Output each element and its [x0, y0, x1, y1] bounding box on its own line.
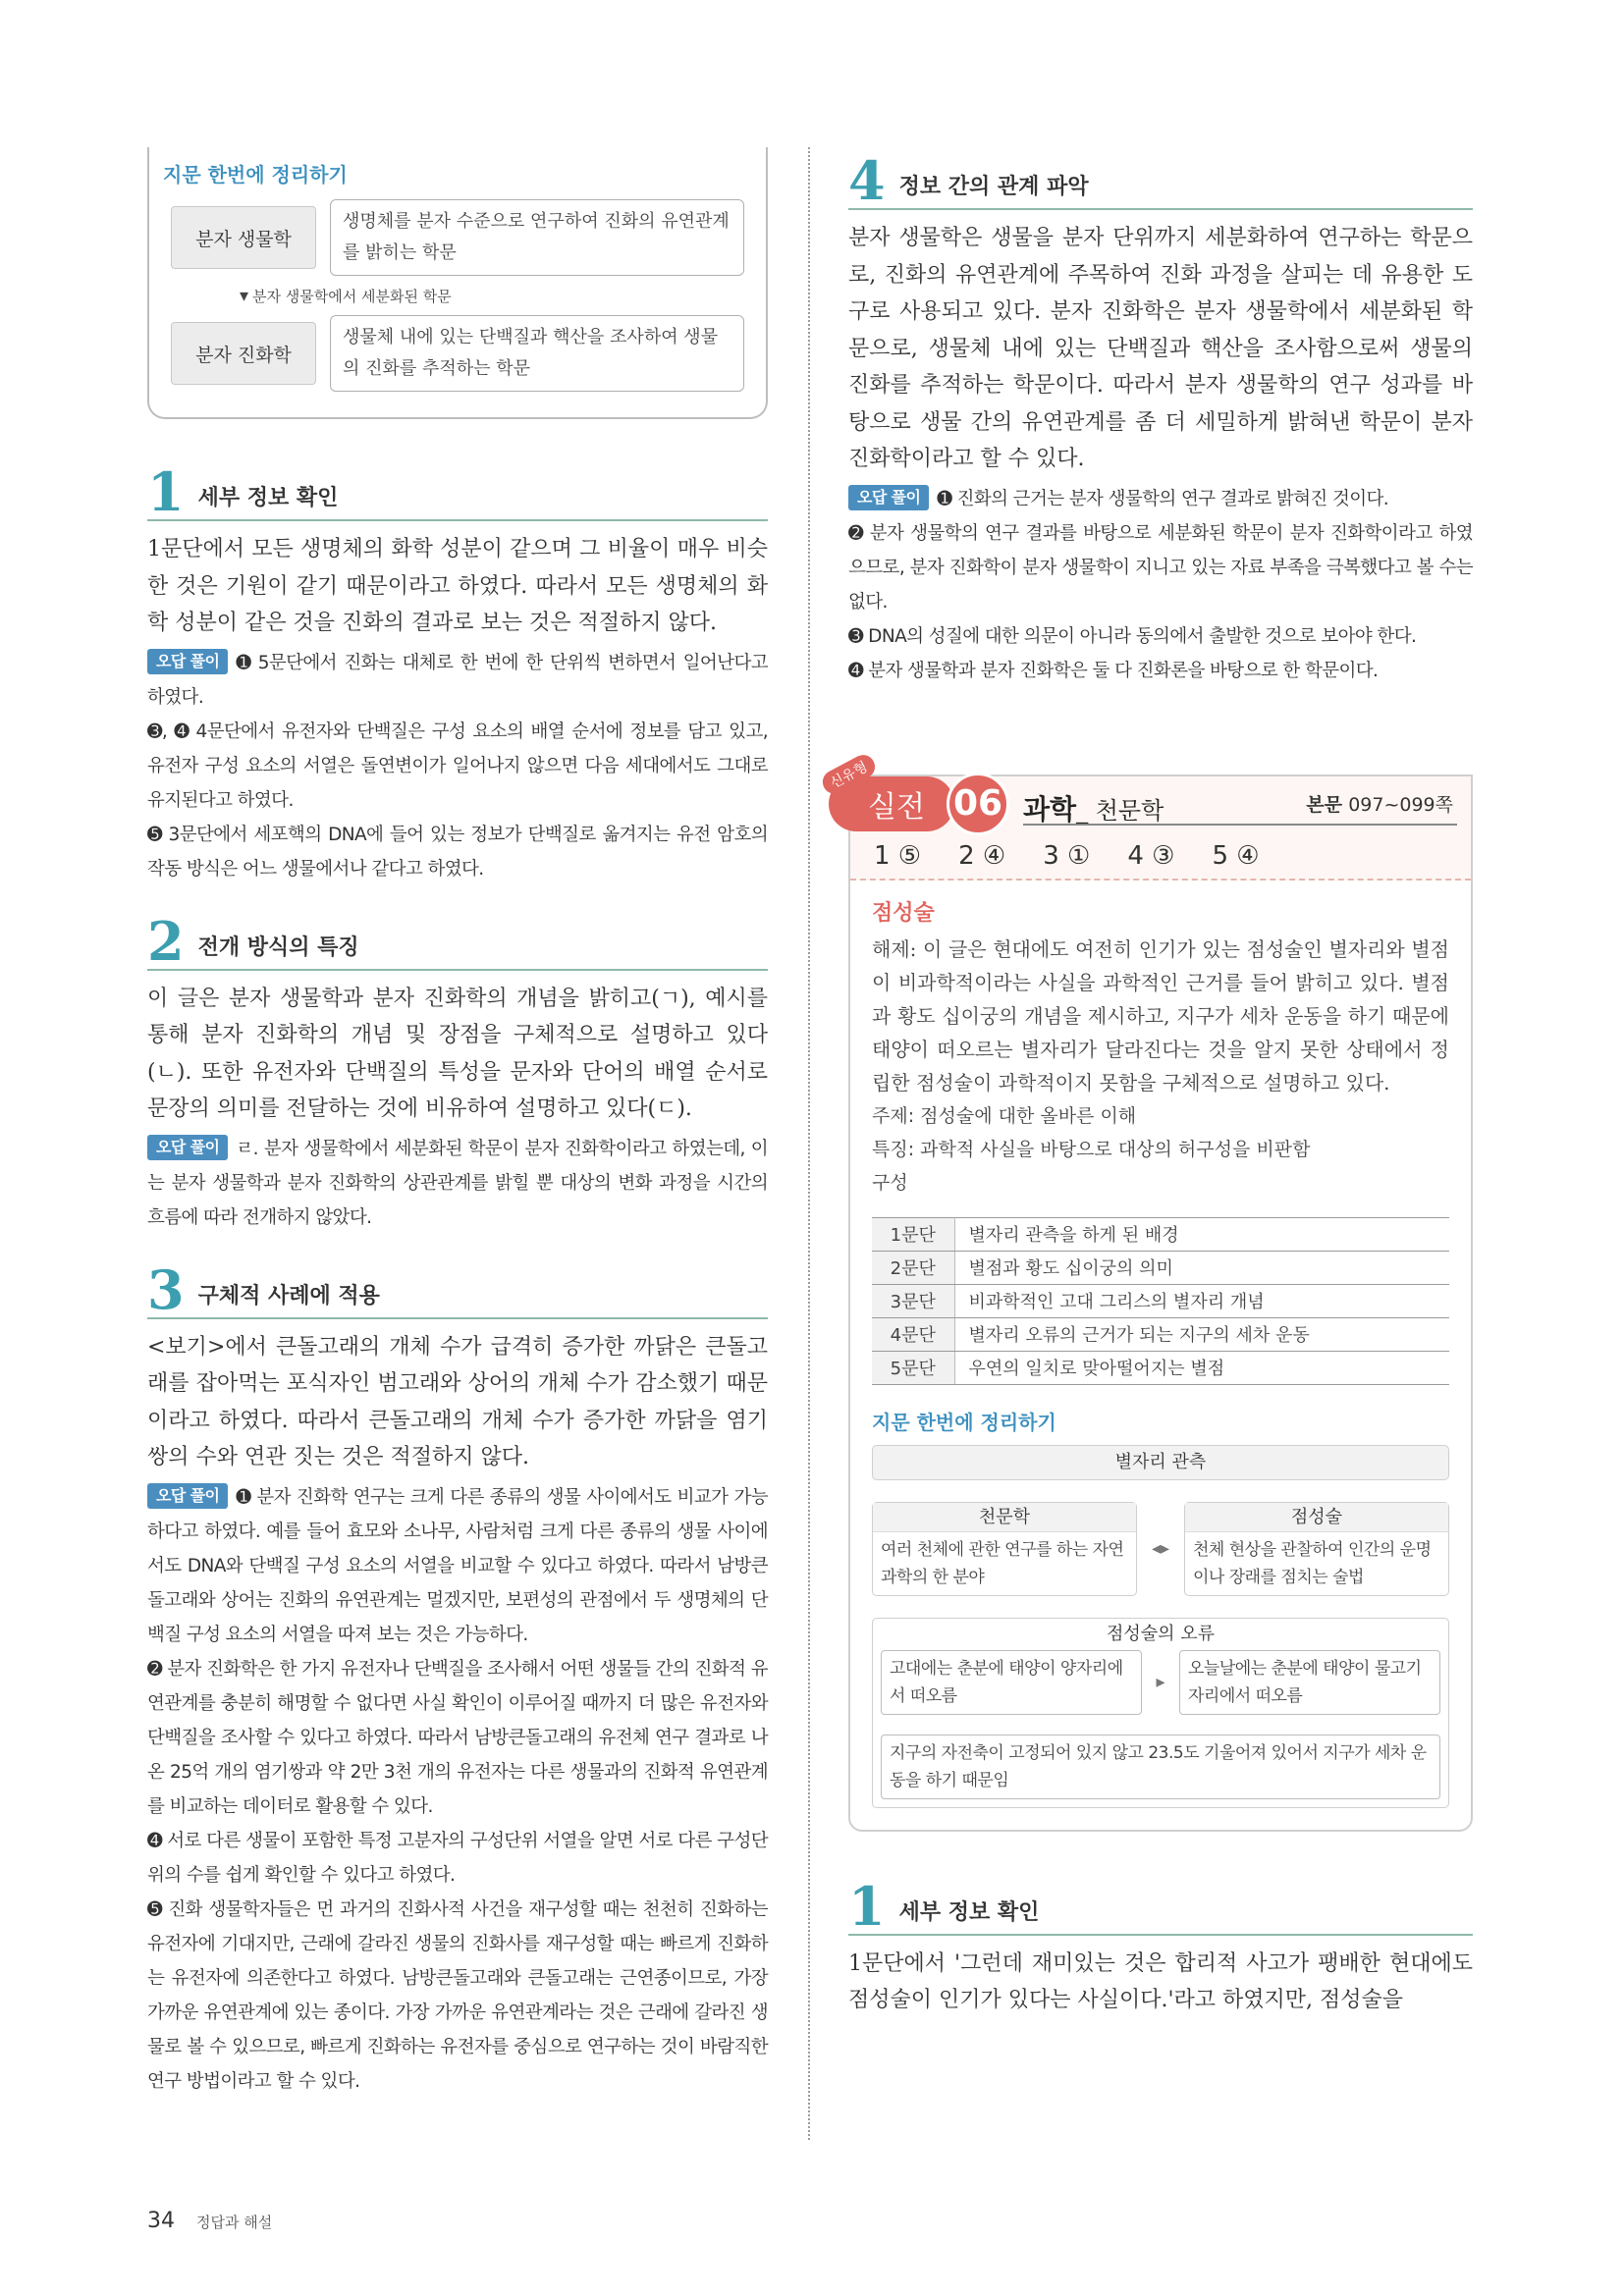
map-title: 지문 한번에 정리하기 [872, 1410, 1056, 1434]
summary-arrow [240, 276, 744, 315]
passage-summary: 해제: 이 글은 현대에도 여전히 인기가 있는 점성술인 별자리와 별점이 비과학적이라는 사실을 과학적인 근거를 들어 밝히고 있다. 별점과 황도 십이궁의 개념을 제시하고, 지구가 세차 운동을 하기 때문에 태양이 떠오르는 별자리가 달라진다는 것을 알지 못한 상태에서 정립한 점성술이 과학적이지 못함을 구체적으로 설명하고 있다. [872, 936, 1449, 1095]
wrong-answer-notes [147, 1132, 768, 1235]
note: ➌, ➍ 4문단에서 유전자와 단백질은 구성 요소의 배열 순서에 정보를 담고 있고, 유전자 구성 요소의 서열은 돌연변이가 일어나지 않으면 다음 세대에서도 그대로 유지된다고 하였다. [147, 721, 768, 811]
paragraph-value: 비과학적인 고대 그리스의 별자리 개념 [954, 1284, 1449, 1317]
passage-theme: 주제: 점성술에 대한 올바른 이해 [872, 1104, 1137, 1127]
summary-arrow-label: 분자 생물학에서 세분화된 학문 [252, 287, 452, 305]
passage-title: 점성술 [872, 900, 935, 926]
wrong-answer-tag: 오답 풀이 [147, 1483, 228, 1509]
paragraph-value: 별자리 관측을 하게 된 배경 [954, 1217, 1449, 1251]
section-number: 3 [147, 1257, 185, 1321]
note: ➌ DNA의 성질에 대한 의문이 아니라 동의에서 출발한 것으로 보아야 한다. [848, 625, 1417, 647]
practice-range [1306, 790, 1453, 817]
map-error-box [872, 1618, 1449, 1808]
table-row [872, 1317, 1449, 1351]
section-heading [147, 1257, 768, 1321]
section-number: 4 [848, 149, 886, 212]
summary-desc: 생명체를 분자 수준으로 연구하여 진화의 유연관계를 밝히는 학문 [330, 199, 744, 276]
section-body: 분자 생물학은 생물을 분자 단위까지 세분화하여 연구하는 학문으로, 진화의 유연관계에 주목하여 진화 과정을 살피는 데 유용한 도구로 사용되고 있다. 분자 진화학은 분자 생물학에서 세분화된 학문으로, 생물체 내에 있는 단백질과 핵산을 조사함으로써 생물의 진화를 추적하는 학문이다. 따라서 분자 생물학의 연구 성과를 바탕으로 생물 간의 유연관계를 좀 더 세밀하게 밝혀낸 학문이 분자 진화학이라고 할 수 있다. [848, 226, 1473, 471]
paragraph-key: 4문단 [872, 1317, 954, 1351]
note: ➊ 분자 진화학 연구는 크게 다른 종류의 생물 사이에서도 비교가 가능하다고 하였다. 예를 들어 효모와 소나무, 사람처럼 크게 다른 종류의 생물 사이에서도 DNA와 단백질 구성 요소의 서열을 비교할 수 있다고 하였다. 따라서 남방큰돌고래와 상어는 진화의 유연관계는 멀겠지만, 보편성의 관점에서 두 생명체의 단백질 구성 요소의 서열을 따져 보는 것은 가능하다. [147, 1486, 768, 1645]
left-column [147, 147, 768, 2099]
section-title: 전개 방식의 특징 [197, 934, 359, 960]
section-title: 세부 정보 확인 [898, 1899, 1040, 1925]
note: ➋ 분자 생물학의 연구 결과를 바탕으로 세분화된 학문이 분자 진화학이라고 하였으므로, 분자 진화학이 분자 생물학이 지니고 있는 자료 부족을 극복했다고 볼 수는 없다. [848, 522, 1473, 613]
summary-row-2 [171, 315, 744, 392]
note: ➍ 분자 생물학과 분자 진화학은 둘 다 진화론을 바탕으로 한 학문이다. [848, 660, 1379, 681]
section-title: 정보 간의 관계 파악 [898, 175, 1089, 199]
section-title: 세부 정보 확인 [197, 486, 339, 510]
answer-item: 4 ③ [1127, 840, 1175, 871]
wrong-answer-notes [848, 482, 1473, 688]
table-row [872, 1251, 1449, 1284]
structure-label: 구성 [872, 1171, 908, 1194]
map-card [1184, 1502, 1449, 1596]
table-row [872, 1351, 1449, 1384]
arrow-right-icon: ▸ [1156, 1672, 1165, 1692]
section-heading [147, 909, 768, 973]
answer-item: 2 ④ [958, 840, 1006, 871]
map-card-body: 천체 현상을 관찰하여 인간의 운명이나 장래를 점치는 술법 [1192, 1539, 1432, 1587]
map-error-pair [881, 1650, 1440, 1715]
answer-item: 1 ⑤ [874, 840, 922, 871]
paragraph-key: 2문단 [872, 1251, 954, 1284]
wrong-answer-tag: 오답 풀이 [848, 485, 929, 510]
section-number: 2 [147, 909, 185, 973]
table-row [872, 1284, 1449, 1317]
section-title: 구체적 사례에 적용 [197, 1283, 380, 1308]
structure-table [872, 1217, 1449, 1385]
paragraph-value: 우연의 일치로 맞아떨어지는 별점 [954, 1351, 1449, 1384]
practice-number: 06 [947, 773, 1009, 835]
note: ㄹ. 분자 생물학에서 세분화된 학문이 분자 진화학이라고 하였는데, 이는 분자 생물학과 분자 진화학의 상관관계를 밝힐 뿐 대상의 변화 과정을 시간의 흐름에 따라 전개하지 않았다. [147, 1138, 768, 1228]
answer-list [874, 841, 1260, 871]
map-error-bottom: 지구의 자전축이 고정되어 있지 않고 23.5도 기울어져 있어서 지구가 세차 운동을 하기 때문임 [881, 1735, 1440, 1799]
note: ➎ 3문단에서 세포핵의 DNA에 들어 있는 정보가 단백질로 옮겨지는 유전 암호의 작동 방식은 어느 생물에서나 같다고 하였다. [147, 824, 768, 880]
section-body: 이 글은 분자 생물학과 분자 진화학의 개념을 밝히고(ㄱ), 예시를 통해 분자 진화학의 개념 및 장점을 구체적으로 설명하고 있다(ㄴ). 또한 유전자와 단백질의 특성을 문자와 단어의 배열 순서로 문장의 의미를 전달하는 것에 비유하여 설명하고 있다(ㄷ). [147, 986, 768, 1121]
summary-row-1 [171, 199, 744, 276]
paragraph-key: 5문단 [872, 1351, 954, 1384]
footer-label: 정답과 해설 [196, 2214, 273, 2231]
range-label: 본문 [1306, 793, 1343, 816]
page-footer [147, 2209, 272, 2233]
map-error-head: 점성술의 오류 [1106, 1623, 1216, 1644]
summary-box [147, 147, 768, 419]
map-top: 별자리 관측 [872, 1445, 1449, 1480]
section-number: 1 [848, 1874, 886, 1938]
right-column [828, 147, 1473, 2019]
page-number: 34 [147, 2209, 175, 2233]
paragraph-key: 1문단 [872, 1217, 954, 1251]
practice-box [828, 758, 1473, 1832]
paragraph-key: 3문단 [872, 1284, 954, 1317]
map-card-head: 천문학 [873, 1503, 1136, 1532]
practice-header [828, 758, 1471, 881]
new-type-badge: 신유형 [819, 751, 879, 798]
section-body: 1문단에서 모든 생명체의 화학 성분이 같으며 그 비율이 매우 비슷한 것은 기원이 같기 때문이라고 하였다. 따라서 모든 생명체의 화학 성분이 같은 것을 진화의 결과로 보는 것은 적절하지 않다. [147, 537, 768, 635]
answer-item: 5 ④ [1212, 840, 1260, 871]
answer-item: 3 ① [1043, 840, 1091, 871]
column-divider [808, 147, 810, 2140]
section-heading [147, 460, 768, 523]
summary-tag: 분자 생물학 [171, 206, 316, 269]
map-card-body: 여러 천체에 관한 연구를 하는 자연 과학의 한 분야 [881, 1539, 1124, 1587]
subject-sub: _ 천문학 [1076, 796, 1164, 825]
map-error-right: 오늘날에는 춘분에 태양이 물고기자리에서 떠오름 [1179, 1650, 1440, 1715]
note: ➋ 분자 진화학은 한 가지 유전자나 단백질을 조사해서 어떤 생물들 간의 진화적 유연관계를 충분히 해명할 수 없다면 사실 확인이 이루어질 때까지 더 많은 유전자와 단백질을 조사할 수 있다고 하였다. 따라서 남방큰돌고래의 유전체 연구 결과로 나온 25억 개의 염기쌍과 약 2만 3천 개의 유전자는 다른 생물과의 진화적 유연관계를 비교하는 데이터로 활용할 수 있다. [147, 1658, 768, 1817]
practice-header-line [1023, 824, 1457, 826]
wrong-answer-tag: 오답 풀이 [147, 1135, 228, 1160]
note: ➊ 진화의 근거는 분자 생물학의 연구 결과로 밝혀진 것이다. [937, 488, 1389, 509]
map-error-left: 고대에는 춘분에 태양이 양자리에서 떠오름 [881, 1650, 1142, 1715]
map-card [872, 1502, 1137, 1596]
subject-main: 과학 [1023, 792, 1077, 826]
note: ➊ 5문단에서 진화는 대체로 한 번에 한 단위씩 변하면서 일어난다고 하였다. [147, 652, 768, 708]
practice-body [850, 881, 1471, 1830]
arrow-down-icon: ▾ [240, 285, 249, 306]
section-body: <보기>에서 큰돌고래의 개체 수가 급격히 증가한 까닭은 큰돌고래를 잡아먹는 포식자인 범고래와 상어의 개체 수가 감소했기 때문이라고 하였다. 따라서 큰돌고래의 개체 수가 증가한 까닭을 염기쌍의 수와 연관 짓는 것은 적절하지 않다. [147, 1334, 768, 1469]
table-row [872, 1217, 1449, 1251]
wrong-answer-tag: 오답 풀이 [147, 649, 228, 674]
double-arrow-icon: ◂▸ [1151, 1538, 1170, 1559]
range-value: 097~099쪽 [1348, 793, 1453, 816]
practice-badge: 실전 [868, 789, 925, 825]
practice-subject [1023, 788, 1164, 828]
wrong-answer-notes [147, 646, 768, 886]
passage-feature: 특징: 과학적 사실을 바탕으로 대상의 허구성을 비판함 [872, 1138, 1311, 1160]
map-card-head: 점성술 [1185, 1503, 1448, 1532]
note: ➎ 진화 생물학자들은 먼 과거의 진화사적 사건을 재구성할 때는 천천히 진화하는 유전자에 기대지만, 근래에 갈라진 생물의 진화사를 재구성할 때는 빠르게 진화하는 유전자에 의존한다고 하였다. 남방큰돌고래와 큰돌고래는 근연종이므로, 가장 가까운 유연관계에 있는 종이다. 가장 가까운 유연관계라는 것은 근래에 갈라진 생물로 볼 수 있으므로, 빠르게 진화하는 유전자를 중심으로 연구하는 것이 바람직한 연구 방법이라고 할 수 있다. [147, 1898, 768, 2092]
summary-title: 지문 한번에 정리하기 [163, 163, 348, 187]
section-heading [848, 149, 1473, 212]
note: ➍ 서로 다른 생물이 포함한 특정 고분자의 구성단위 서열을 알면 서로 다른 구성단위의 수를 쉽게 확인할 수 있다고 하였다. [147, 1830, 768, 1886]
paragraph-value: 별자리 오류의 근거가 되는 지구의 세차 운동 [954, 1317, 1449, 1351]
wrong-answer-notes [147, 1480, 768, 2099]
paragraph-value: 별점과 황도 십이궁의 의미 [954, 1251, 1449, 1284]
summary-tag: 분자 진화학 [171, 322, 316, 385]
map-row [872, 1502, 1449, 1596]
section-number: 1 [147, 460, 185, 523]
section-body: 1문단에서 '그런데 재미있는 것은 합리적 사고가 팽배한 현대에도 점성술이 인기가 있다는 사실이다.'라고 하였지만, 점성술을 [848, 1950, 1473, 2012]
section-heading [848, 1874, 1473, 1938]
summary-desc: 생물체 내에 있는 단백질과 핵산을 조사하여 생물의 진화를 추적하는 학문 [330, 315, 744, 392]
